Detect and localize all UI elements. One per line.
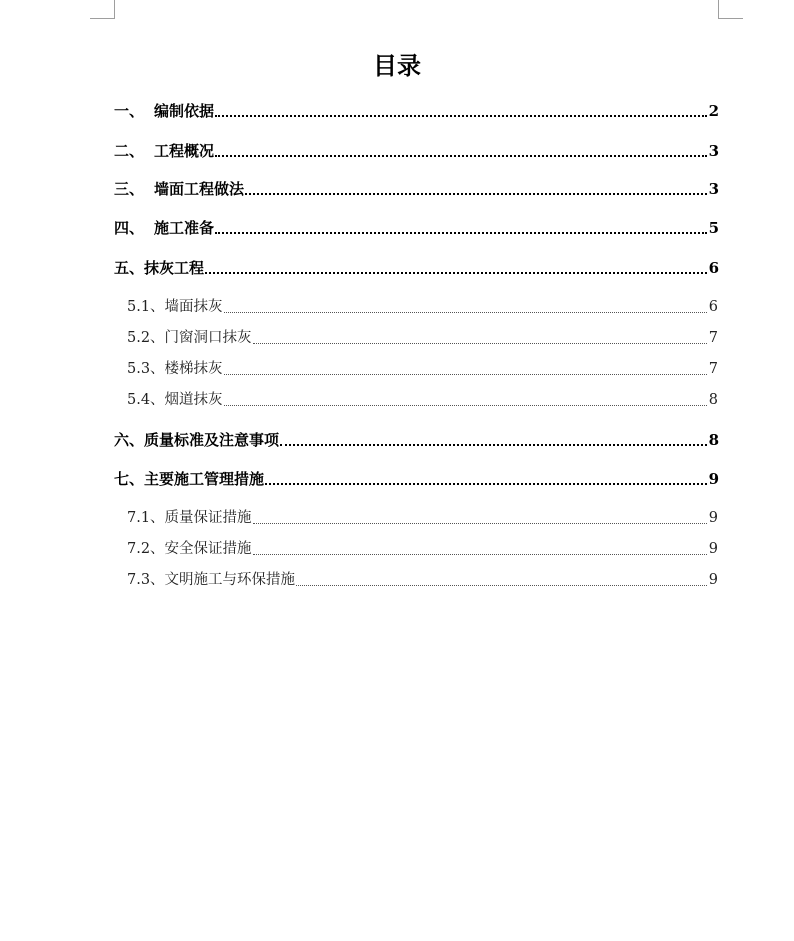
dot-leader	[215, 115, 707, 117]
dot-leader	[215, 232, 707, 234]
dot-leader	[296, 585, 707, 586]
toc-entry-text: 工程概况	[154, 142, 215, 160]
toc-subentry-5-1[interactable]	[127, 297, 718, 317]
toc-entry-number: 一、	[114, 102, 145, 120]
toc-entry-number: 三、	[114, 180, 145, 198]
toc-entry-text: 5.2、门窗洞口抹灰	[127, 330, 252, 346]
dot-leader	[265, 483, 707, 485]
toc-page-number: 7	[708, 361, 718, 377]
dot-leader	[245, 193, 707, 195]
toc-entry-6[interactable]	[114, 430, 719, 450]
dot-leader	[215, 155, 707, 157]
toc-entry-text: 5.3、楼梯抹灰	[127, 361, 223, 377]
toc-entry-2[interactable]	[114, 141, 719, 161]
toc-page-number: 9	[708, 572, 718, 588]
toc-page-number: 8	[708, 431, 719, 449]
toc-entry-text: 7.2、安全保证措施	[127, 541, 252, 557]
toc-entry-3[interactable]	[114, 179, 719, 199]
toc-entry-text: 七、主要施工管理措施	[114, 470, 265, 488]
dot-leader	[224, 312, 707, 313]
dot-leader	[253, 523, 707, 524]
toc-subentry-5-3[interactable]	[127, 359, 718, 379]
dot-leader	[224, 405, 707, 406]
toc-entry-7[interactable]	[114, 469, 719, 489]
toc-entry-number: 二、	[114, 142, 145, 160]
toc-entry-text: 5.1、墙面抹灰	[127, 299, 223, 315]
toc-entry-text: 5.4、烟道抹灰	[127, 392, 223, 408]
toc-page-number: 2	[708, 102, 719, 120]
toc-page-number: 6	[708, 299, 718, 315]
toc-page-number: 9	[708, 510, 718, 526]
toc-page-number: 3	[708, 142, 719, 160]
dot-leader	[224, 374, 707, 375]
toc-entry-text: 墙面工程做法	[154, 180, 245, 198]
toc-page-number: 5	[708, 219, 719, 237]
toc-entry-4[interactable]	[114, 218, 719, 238]
toc-entry-5[interactable]	[114, 258, 719, 278]
dot-leader	[253, 343, 707, 344]
dot-leader	[253, 554, 707, 555]
toc-page-number: 9	[708, 470, 719, 488]
toc-entry-number: 四、	[114, 219, 145, 237]
toc-title: 目录	[373, 51, 421, 80]
toc-subentry-7-3[interactable]	[127, 570, 718, 590]
toc-entry-text: 编制依据	[154, 102, 215, 120]
toc-subentry-7-2[interactable]	[127, 539, 718, 559]
toc-entry-text: 施工准备	[154, 219, 215, 237]
toc-entry-text: 六、质量标准及注意事项	[114, 431, 280, 449]
toc-subentry-5-2[interactable]	[127, 328, 718, 348]
toc-entry-text: 7.3、文明施工与环保措施	[127, 572, 296, 588]
toc-page-number: 9	[708, 541, 718, 557]
toc-entry-text: 7.1、质量保证措施	[127, 510, 252, 526]
dot-leader	[205, 272, 707, 274]
toc-subentry-5-4[interactable]	[127, 390, 718, 410]
toc-page-number: 8	[708, 392, 718, 408]
toc-entry-1[interactable]	[114, 101, 719, 121]
dot-leader	[280, 444, 707, 446]
toc-page-number: 6	[708, 259, 719, 277]
toc-subentry-7-1[interactable]	[127, 508, 718, 528]
toc-entry-text: 五、抹灰工程	[114, 259, 205, 277]
toc-page-number: 7	[708, 330, 718, 346]
toc-page-number: 3	[708, 180, 719, 198]
